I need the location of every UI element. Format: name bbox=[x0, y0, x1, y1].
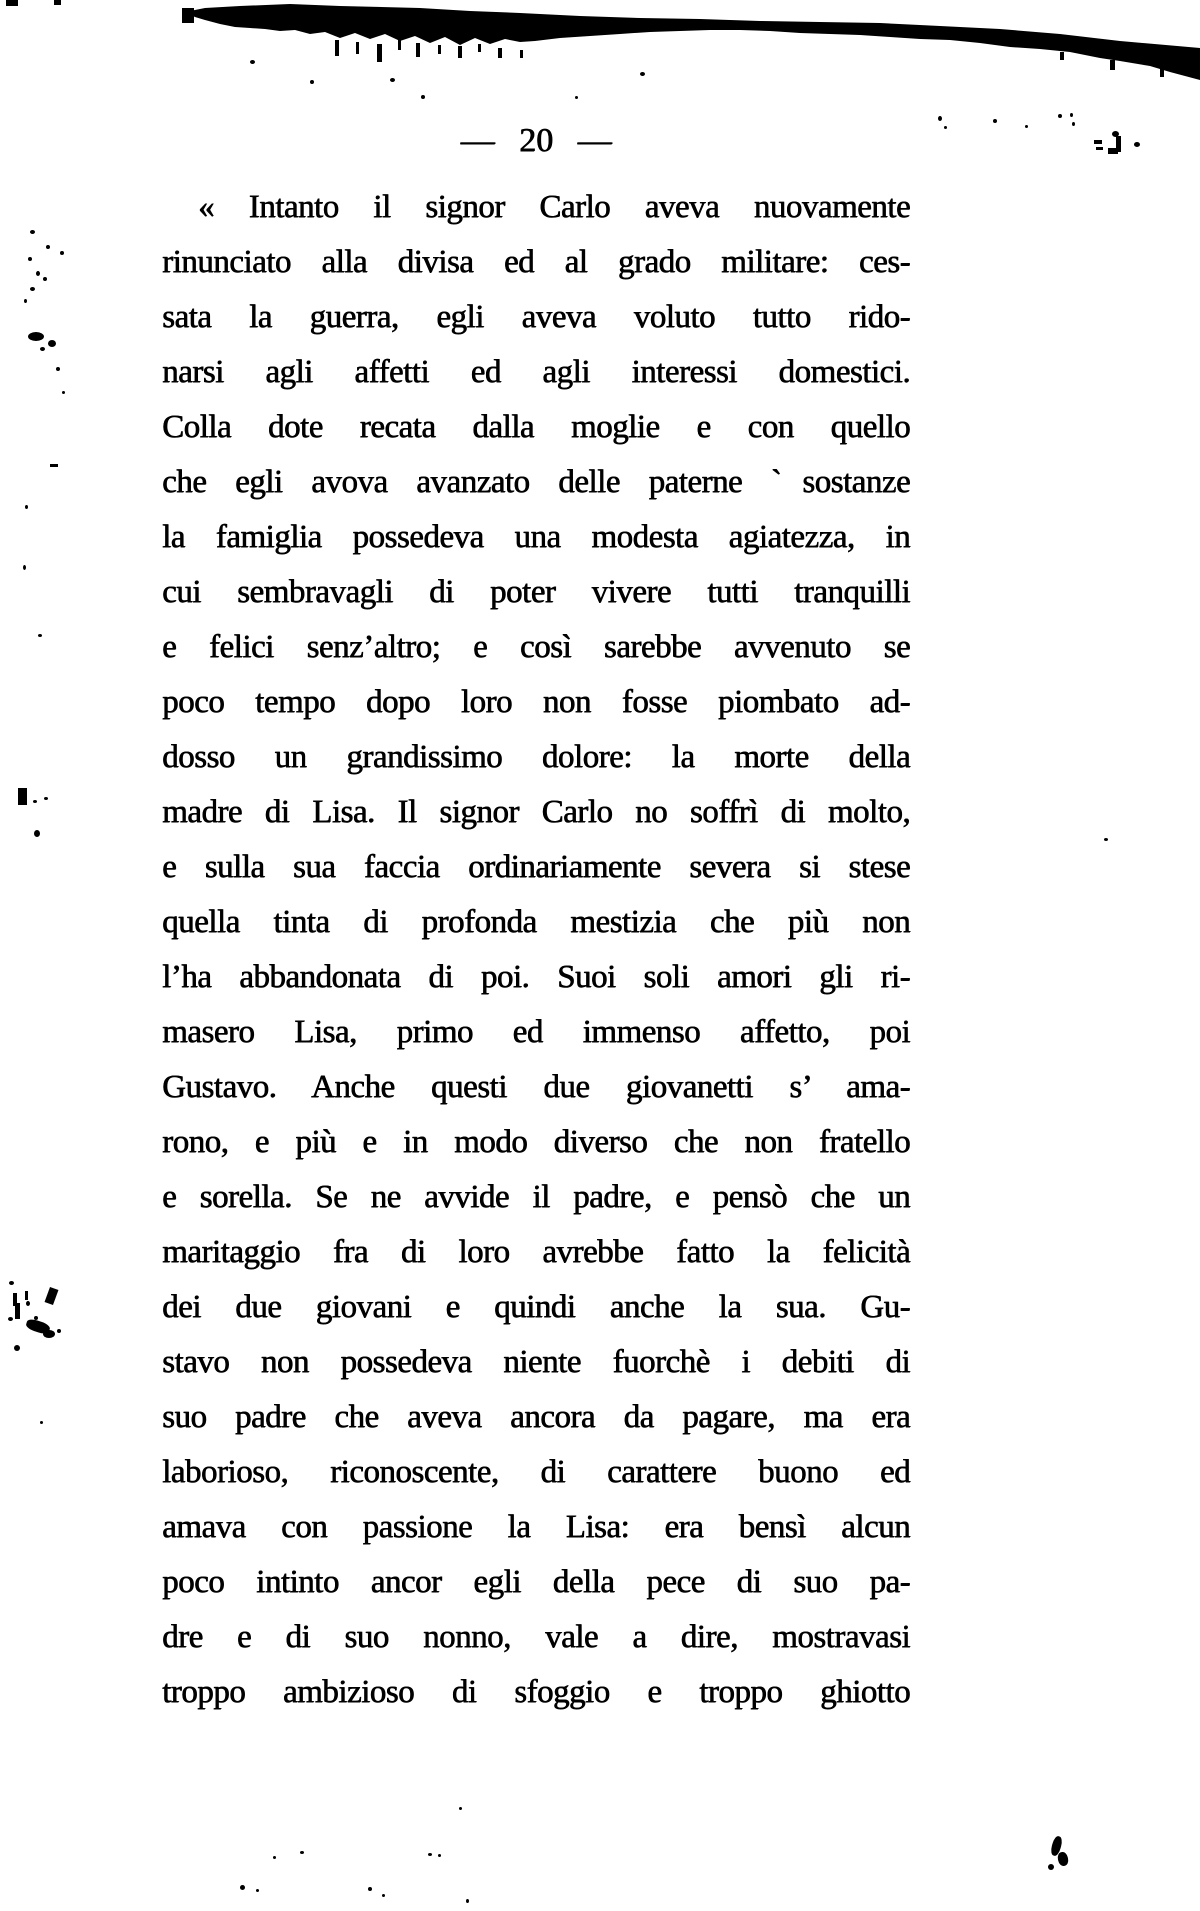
text-line: quella tinta di profonda mestizia che più non bbox=[162, 904, 910, 940]
text-line: masero Lisa, primo ed immenso affetto, poi bbox=[162, 1014, 910, 1050]
text-line: e felici senz’altro; e così sarebbe avvenuto se bbox=[162, 629, 910, 665]
text-line: sata la guerra, egli aveva voluto tutto rido- bbox=[162, 299, 910, 335]
text-line: troppo ambizioso di sfoggio e troppo ghiotto bbox=[162, 1674, 910, 1710]
text-line: l’ha abbandonata di poi. Suoi soli amori gli ri- bbox=[162, 959, 910, 995]
top-edge-scan-artifact bbox=[0, 0, 1200, 95]
text-line: « Intanto il signor Carlo aveva nuovamente bbox=[198, 189, 910, 225]
paragraph bbox=[162, 180, 910, 1720]
text-line: narsi agli affetti ed agli interessi domestici. bbox=[162, 354, 910, 390]
text-line: madre di Lisa. Il signor Carlo no soffrì di molto, bbox=[162, 794, 910, 830]
text-line: dei due giovani e quindi anche la sua. Gu- bbox=[162, 1289, 910, 1325]
text-line: rinunciato alla divisa ed al grado militare: ces- bbox=[162, 244, 910, 280]
text-line: amava con passione la Lisa: era bensì alcun bbox=[162, 1509, 910, 1545]
text-line: dre e di suo nonno, vale a dire, mostravasi bbox=[162, 1619, 910, 1655]
text-line: e sorella. Se ne avvide il padre, e pensò che un bbox=[162, 1179, 910, 1215]
text-line: cui sembravagli di poter vivere tutti tranquilli bbox=[162, 574, 910, 610]
text-line: rono, e più e in modo diverso che non fratello bbox=[162, 1124, 910, 1160]
page-number: — 20 — bbox=[460, 122, 612, 159]
text-line: maritaggio fra di loro avrebbe fatto la felicità bbox=[162, 1234, 910, 1270]
text-line: laborioso, riconoscente, di carattere buono ed bbox=[162, 1454, 910, 1490]
text-line: poco intinto ancor egli della pece di suo pa- bbox=[162, 1564, 910, 1600]
text-line: dosso un grandissimo dolore: la morte della bbox=[162, 739, 910, 775]
text-line: Colla dote recata dalla moglie e con quello bbox=[162, 409, 910, 445]
text-line: che egli avova avanzato delle paterne ˋsostanze bbox=[162, 464, 910, 500]
text-line: poco tempo dopo loro non fosse piombato ad- bbox=[162, 684, 910, 720]
text-line: e sulla sua faccia ordinariamente severa si stese bbox=[162, 849, 910, 885]
text-line: stavo non possedeva niente fuorchè i debiti di bbox=[162, 1344, 910, 1380]
text-line: suo padre che aveva ancora da pagare, ma era bbox=[162, 1399, 910, 1435]
text-line: Gustavo. Anche questi due giovanetti s’ ama- bbox=[162, 1069, 910, 1105]
text-line: la famiglia possedeva una modesta agiatezza, in bbox=[162, 519, 910, 555]
